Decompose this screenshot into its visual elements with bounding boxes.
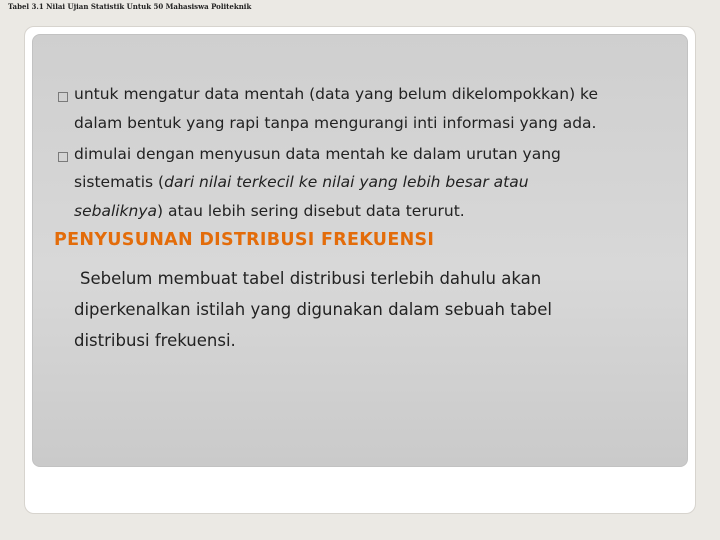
- bullet-1-line-2: dalam bentuk yang rapi tanpa mengurangi inti informasi yang ada.: [74, 114, 597, 132]
- bullet-1-line-1: untuk mengatur data mentah (data yang belum dikelompokkan) ke: [74, 85, 599, 103]
- bullet-2-line-1: dimulai dengan menyusun data mentah ke dalam urutan yang: [74, 145, 561, 163]
- slide-caption: Tabel 3.1 Nilai Ujian Statistik Untuk 50 Mahasiswa Politeknik: [8, 2, 252, 11]
- bullet-marker-icon: [58, 92, 68, 102]
- section-heading: PENYUSUNAN DISTRIBUSI FREKUENSI: [54, 230, 435, 250]
- bullet-marker-icon: [58, 152, 68, 162]
- bullet-2-line-3: [74, 202, 465, 220]
- bullet-2-line-3-italic: sebaliknya: [74, 202, 158, 220]
- paragraph-line-1: Sebelum membuat tabel distribusi terlebih dahulu akan: [80, 269, 542, 288]
- bullet-2-line-3-text: ) atau lebih sering disebut data terurut.: [157, 202, 465, 220]
- paragraph-line-2: diperkenalkan istilah yang digunakan dalam sebuah tabel: [74, 300, 553, 319]
- paragraph-line-3: distribusi frekuensi.: [74, 331, 236, 350]
- bullet-2-line-2: [74, 173, 529, 191]
- bullet-2-line-2-text: sistematis (: [74, 173, 165, 191]
- content-area: [32, 34, 688, 467]
- bullet-2-line-2-italic: dari nilai terkecil ke nilai yang lebih besar atau: [164, 173, 529, 191]
